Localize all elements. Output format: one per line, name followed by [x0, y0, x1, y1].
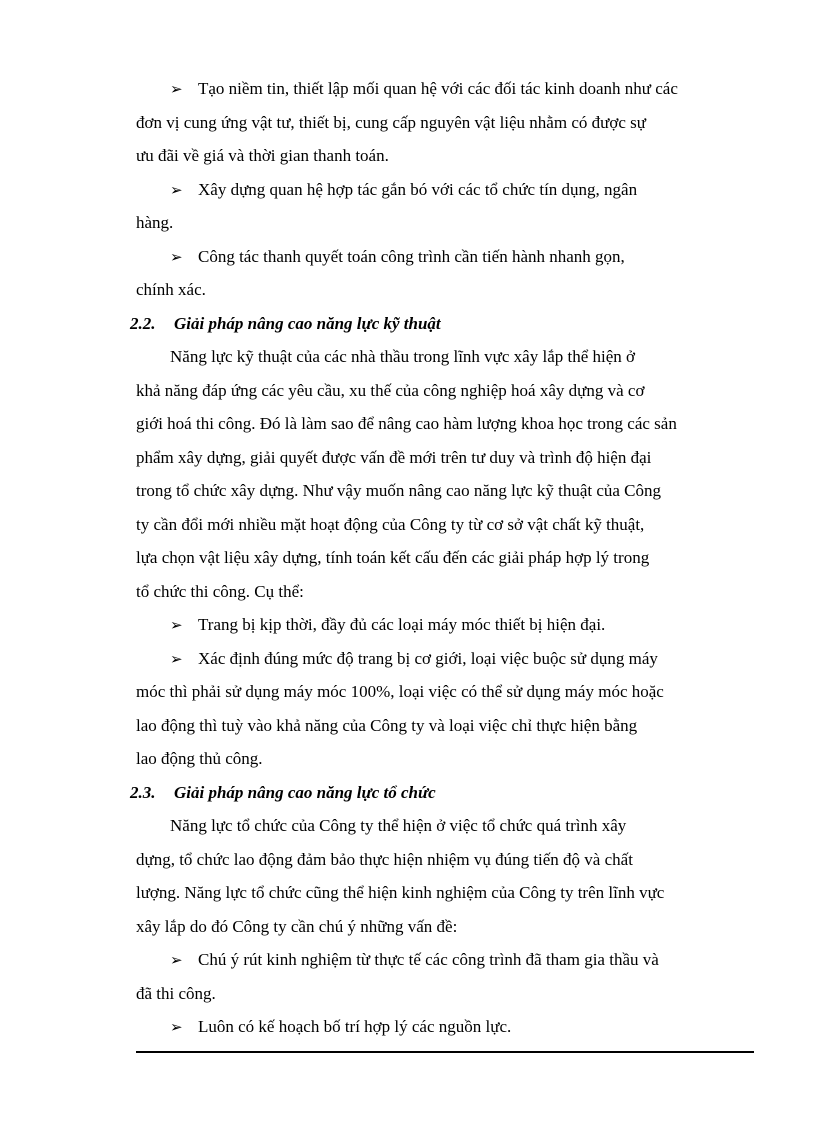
line-text: Năng lực kỹ thuật của các nhà thầu trong lĩnh vực xây lắp thể hiện ở — [170, 347, 636, 366]
bullet-item — [136, 943, 754, 1010]
text-line — [136, 843, 754, 877]
bullet-item — [136, 608, 754, 642]
text-line — [136, 1010, 754, 1044]
bullet-item — [136, 240, 754, 307]
bullet-arrow-icon: ➢ — [170, 616, 183, 634]
line-text: Chú ý rút kinh nghiệm từ thực tế các công trình đã tham gia thầu và — [198, 950, 659, 969]
text-line — [136, 675, 754, 709]
section-number: 2.3. — [130, 782, 156, 802]
line-text: giới hoá thi công. Đó là làm sao để nâng cao hàm lượng khoa học trong các sản — [136, 414, 677, 433]
line-text: xây lắp do đó Công ty cần chú ý những vấn đề: — [136, 916, 458, 936]
bullet-arrow-icon: ➢ — [170, 180, 183, 199]
line-text: dựng, tổ chức lao động đảm bảo thực hiện nhiệm vụ đúng tiến độ và chất — [136, 849, 633, 869]
line-text: lượng. Năng lực tổ chức cũng thể hiện kinh nghiệm của Công ty trên lĩnh vực — [136, 883, 665, 902]
section-heading — [130, 776, 754, 810]
text-line — [136, 72, 754, 106]
line-text: Luôn có kế hoạch bố trí hợp lý các nguồn lực. — [198, 1017, 512, 1036]
bullet-arrow-icon: ➢ — [170, 649, 183, 668]
text-line — [136, 642, 754, 676]
bullet-arrow-icon: ➢ — [170, 1018, 183, 1036]
bullet-item — [136, 642, 754, 776]
bullet-arrow-icon: ➢ — [170, 247, 183, 266]
line-text: Năng lực tổ chức của Công ty thể hiện ở việc tổ chức quá trình xây — [170, 816, 627, 835]
text-line — [136, 977, 754, 1011]
text-line — [136, 910, 754, 944]
section-heading — [130, 307, 754, 341]
text-line — [136, 206, 754, 240]
bullet-item — [136, 72, 754, 173]
text-line — [136, 541, 754, 575]
text-line — [136, 943, 754, 977]
line-text: tổ chức thi công. Cụ thể: — [136, 581, 304, 601]
line-text: Xây dựng quan hệ hợp tác gắn bó với các tổ chức tín dụng, ngân — [198, 179, 638, 199]
line-text: lao động thủ công. — [136, 749, 263, 768]
bullet-arrow-icon: ➢ — [170, 951, 183, 969]
bullet-arrow-icon: ➢ — [170, 80, 183, 98]
text-line — [136, 508, 754, 542]
section-title: Giải pháp nâng cao năng lực kỹ thuật — [174, 313, 441, 333]
text-line — [136, 441, 754, 475]
text-line — [136, 407, 754, 441]
line-text: móc thì phải sử dụng máy móc 100%, loại việc có thể sử dụng máy móc hoặc — [136, 682, 664, 701]
text-line — [136, 173, 754, 207]
text-line — [136, 709, 754, 743]
line-text: Trang bị kịp thời, đầy đủ các loại máy móc thiết bị hiện đại. — [198, 615, 606, 634]
text-line — [136, 876, 754, 910]
line-text: Tạo niềm tin, thiết lập mối quan hệ với các đối tác kinh doanh như các — [198, 79, 678, 98]
line-text: đơn vị cung ứng vật tư, thiết bị, cung cấp nguyên vật liệu nhằm có được sự — [136, 112, 646, 132]
line-text: Công tác thanh quyết toán công trình cần tiến hành nhanh gọn, — [198, 246, 625, 266]
line-text: Xác định đúng mức độ trang bị cơ giới, loại việc buộc sử dụng máy — [198, 648, 658, 668]
text-line — [136, 273, 754, 307]
text-line — [136, 809, 754, 843]
text-line — [136, 374, 754, 408]
text-line — [136, 240, 754, 274]
text-line — [136, 742, 754, 776]
text-line — [136, 340, 754, 374]
line-text: đã thi công. — [136, 983, 216, 1003]
text-line — [136, 139, 754, 173]
text-line — [136, 474, 754, 508]
text-line — [136, 106, 754, 140]
line-text: ưu đãi về giá và thời gian thanh toán. — [136, 146, 389, 165]
line-text: ty cần đổi mới nhiều mặt hoạt động của Công ty từ cơ sở vật chất kỹ thuật, — [136, 514, 645, 534]
paragraph — [136, 340, 754, 608]
bullet-item — [136, 1010, 754, 1044]
line-text: hàng. — [136, 213, 174, 232]
line-text: phẩm xây dựng, giải quyết được vấn đề mới trên tư duy và trình độ hiện đại — [136, 447, 652, 467]
footer-rule — [136, 1051, 754, 1053]
paragraph — [136, 809, 754, 943]
line-text: trong tổ chức xây dựng. Như vậy muốn nâng cao năng lực kỹ thuật của Công — [136, 481, 662, 500]
line-text: lao động thì tuỳ vào khả năng của Công ty và loại việc chỉ thực hiện bằng — [136, 715, 638, 735]
section-title: Giải pháp nâng cao năng lực tổ chức — [174, 782, 436, 802]
text-line — [136, 608, 754, 642]
bullet-item — [136, 173, 754, 240]
section-number: 2.2. — [130, 313, 156, 333]
document-body — [130, 72, 754, 1044]
line-text: chính xác. — [136, 280, 206, 299]
line-text: lựa chọn vật liệu xây dựng, tính toán kết cấu đến các giải pháp hợp lý trong — [136, 548, 650, 567]
text-line — [136, 575, 754, 609]
line-text: khả năng đáp ứng các yêu cầu, xu thế của công nghiệp hoá xây dựng và cơ — [136, 380, 645, 400]
